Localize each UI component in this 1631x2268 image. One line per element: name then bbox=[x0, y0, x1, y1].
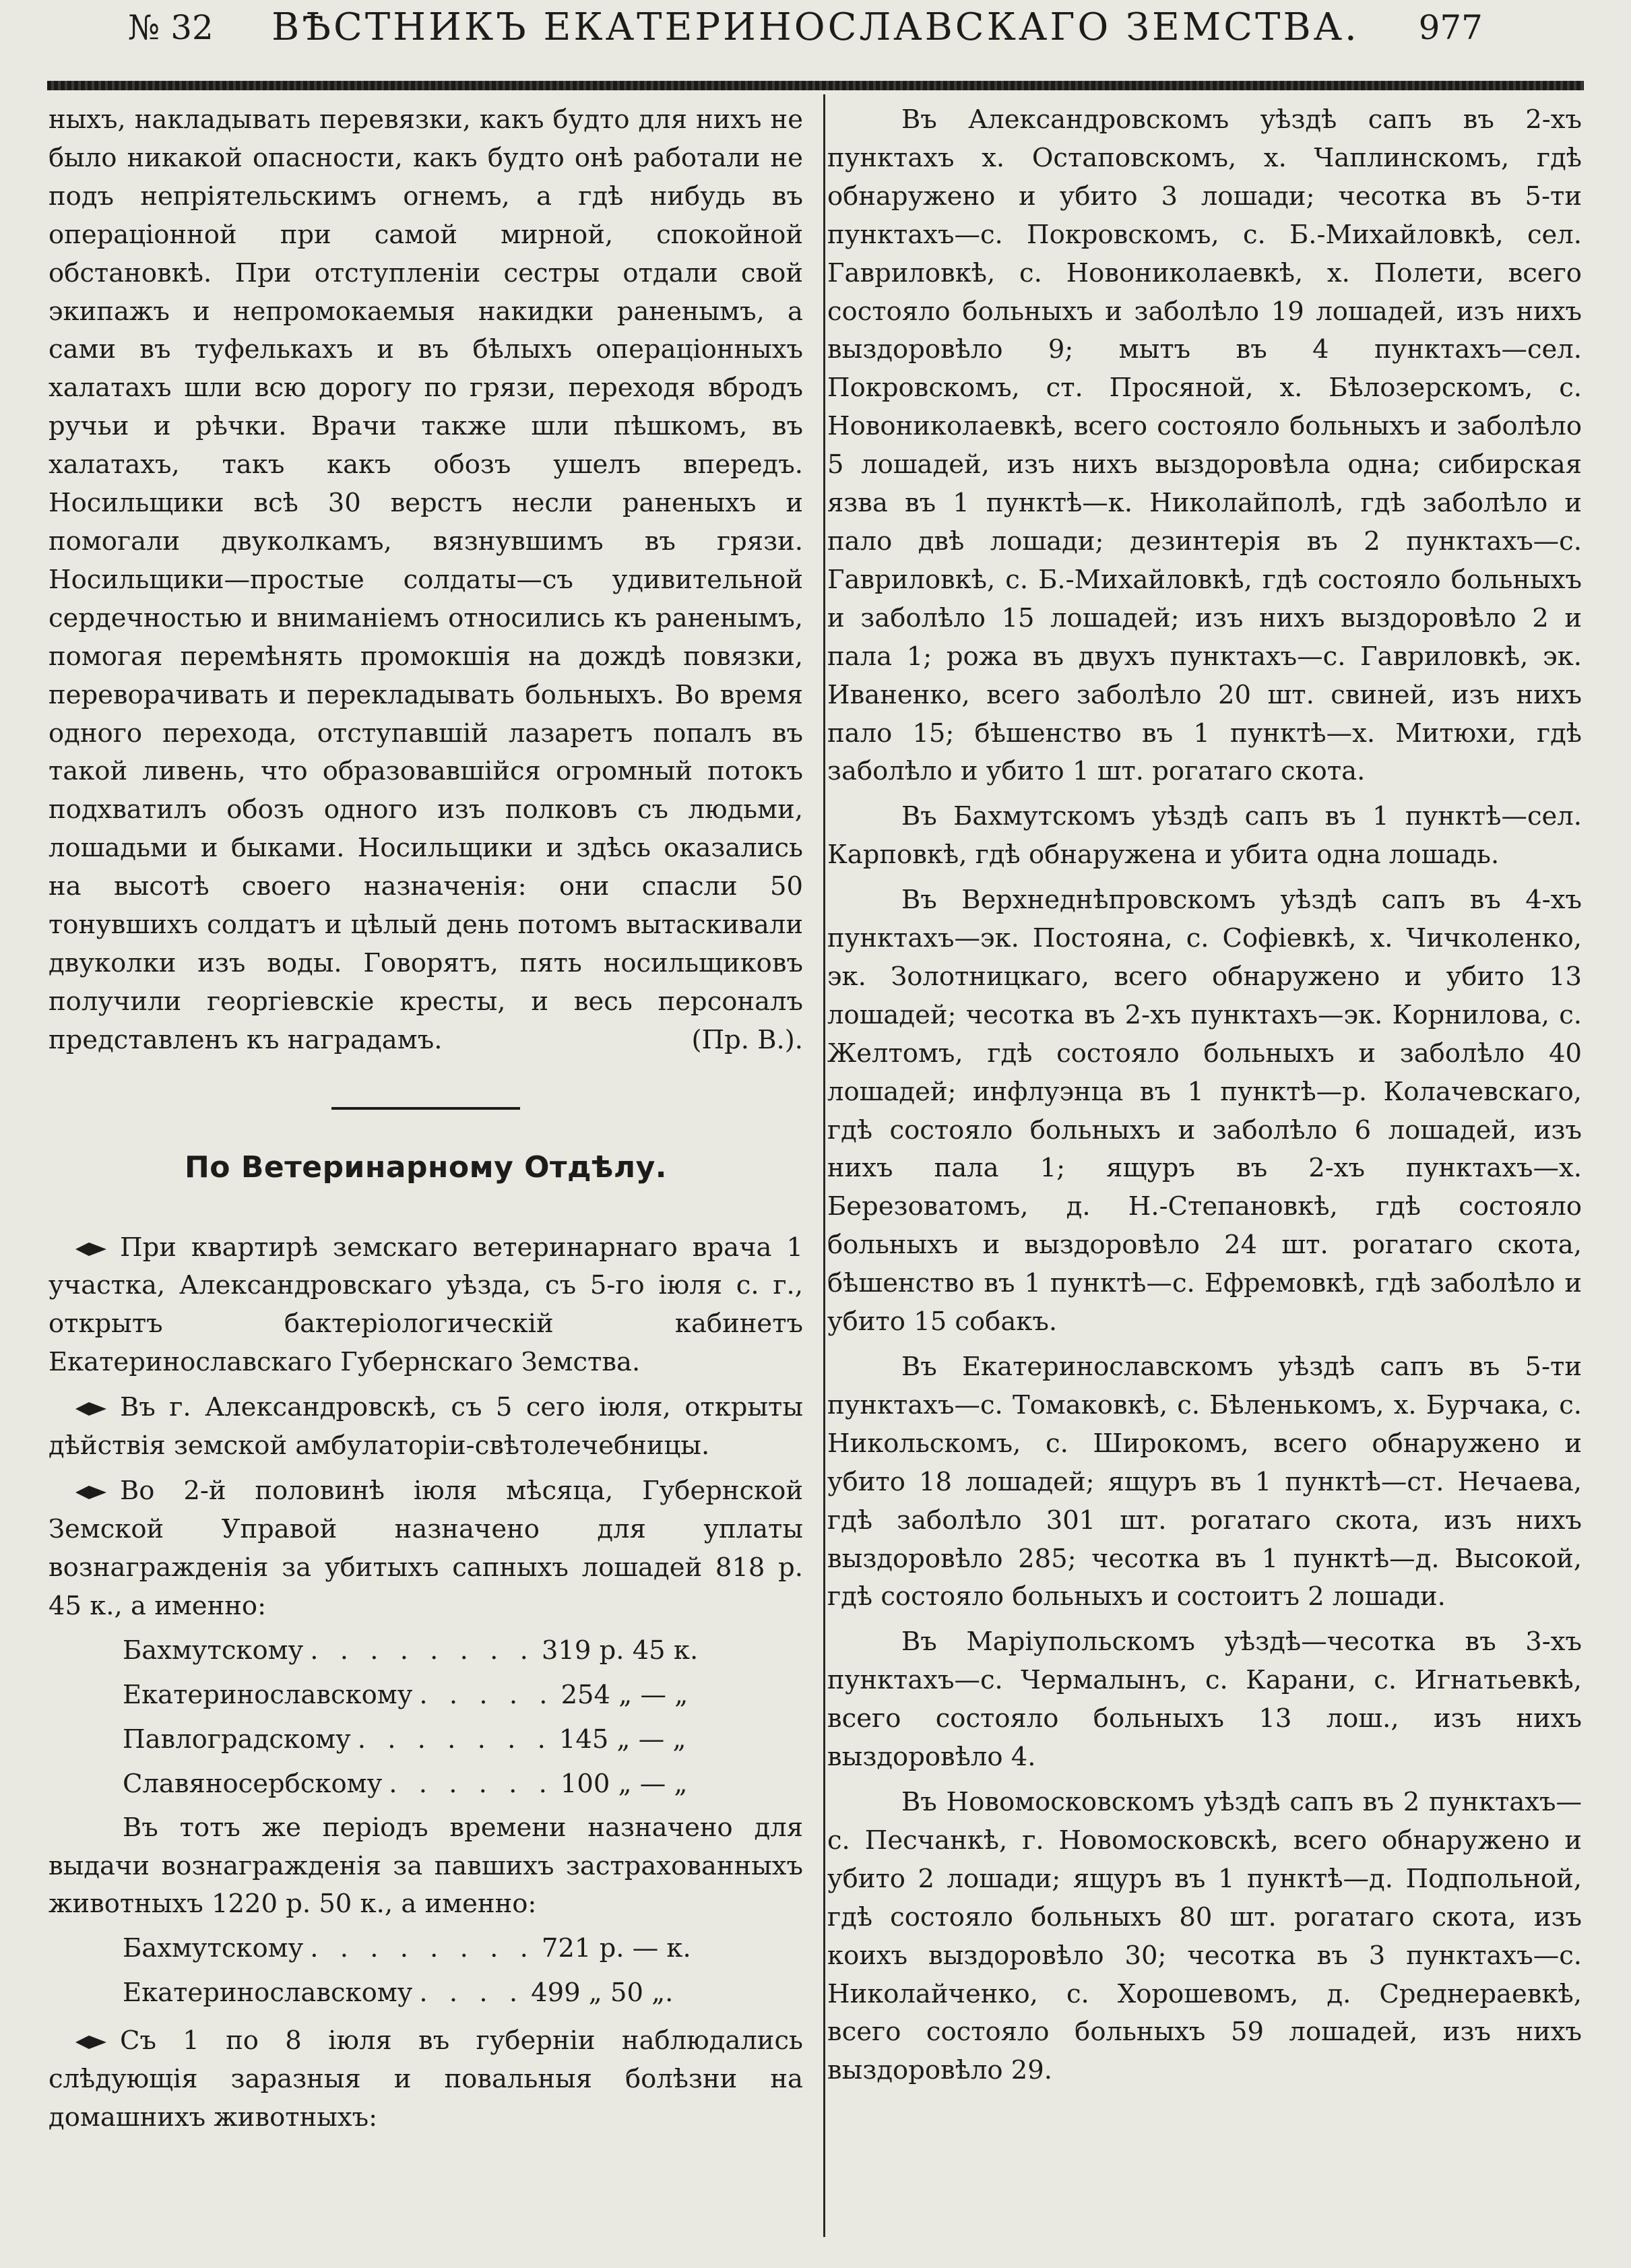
payment-list-1 bbox=[123, 1629, 803, 1806]
list-item: Екатеринославскому . . . . . 254 „ — „ bbox=[123, 1679, 689, 1710]
column-divider bbox=[823, 94, 825, 2237]
source-signature: (Пр. В.). bbox=[691, 1024, 803, 1055]
header-rule bbox=[47, 81, 1584, 90]
news-item-3: Во 2-й половинѣ іюля мѣсяца, Губернской Земской Управой назначено для уплаты вознагражденія за убитыхъ сапныхъ лошадей 818 р. 45 к., а именно: bbox=[49, 1476, 803, 1621]
section-title: По Ветеринарному Отдѣлу. bbox=[184, 1149, 668, 1185]
district-report-ekaterinoslav: Въ Екатеринославскомъ уѣздѣ сапъ въ 5-ти пунктахъ—с. Томаковкѣ, с. Бѣленькомъ, х. Бурчака, с. Никольскомъ, с. Широкомъ, всего обнаружено и убито 18 лошадей; ящуръ въ 1 пунктѣ—ст. Нечаева, гдѣ заболѣло 301 шт. рогатаго скота, изъ нихъ выздоровѣло 285; чесотка въ 1 пунктѣ—д. Высокой, гдѣ состояло больныхъ и состоитъ 2 лошади. bbox=[827, 1352, 1582, 1612]
list-item: Бахмутскому . . . . . . . . 319 р. 45 к. bbox=[123, 1635, 699, 1666]
diamond-bullet-icon bbox=[75, 2035, 106, 2050]
district-report-verkhnedneprovsk: Въ Верхнеднѣпровскомъ уѣздѣ сапъ въ 4-хъ пунктахъ—эк. Постояна, с. Софіевкѣ, х. Чичколенко, эк. Золотницкаго, всего обнаружено и убито 13 лошадей; чесотка въ 2-хъ пунктахъ—эк. Корнилова, с. Желтомъ, гдѣ состояло больныхъ и заболѣло 40 лошадей; инфлуэнца въ 1 пунктѣ—р. Колачевскаго, гдѣ состояло больныхъ и заболѣло 6 лошадей, изъ нихъ пала 1; ящуръ въ 2-хъ пунктахъ—х. Березоватомъ, д. Н.-Степановкѣ, гдѣ состояло больныхъ и выздоровѣло 24 шт. рогатаго скота, бѣшенство въ 1 пунктѣ—с. Ефремовкѣ, гдѣ заболѣло и убито 15 собакъ. bbox=[827, 885, 1582, 1337]
payment-list-2 bbox=[123, 1926, 803, 2015]
left-column bbox=[49, 101, 803, 2137]
list-item: Екатеринославскому . . . . 499 „ 50 „. bbox=[123, 1978, 674, 2009]
section-separator bbox=[331, 1107, 520, 1110]
right-column bbox=[827, 101, 1582, 2090]
list-item: Павлоградскому . . . . . . . 145 „ — „ bbox=[123, 1724, 686, 1755]
district-report-aleksandrovsk: Въ Александровскомъ уѣздѣ сапъ въ 2-хъ пунктахъ х. Остаповскомъ, х. Чаплинскомъ, гдѣ обнаружено и убито 3 лошади; чесотка въ 5-ти пунктахъ—с. Покровскомъ, с. Б.-Михайловкѣ, сел. Гавриловкѣ, с. Новониколаевкѣ, х. Полети, всего состояло больныхъ и заболѣло 19 лошадей, изъ нихъ выздоровѣло 9; мытъ въ 4 пунктахъ—сел. Покровскомъ, ст. Просяной, х. Бѣлозерскомъ, с. Новониколаевкѣ, всего состояло больныхъ и заболѣло 5 лошадей, изъ нихъ выздоровѣла одна; сибирская язва въ 1 пунктѣ—к. Николайполѣ, гдѣ заболѣло и пало двѣ лошади; дезинтерія въ 2 пунктахъ—с. Гавриловкѣ, с. Б.-Михайловкѣ, гдѣ состояло больныхъ и заболѣло 15 лошадей; изъ нихъ выздоровѣло 2 и пала 1; рожа въ двухъ пунктахъ—с. Гавриловкѣ, эк. Иваненко, всего заболѣло 20 шт. свиней, изъ нихъ пало 15; бѣшенство въ 1 пунктѣ—х. Митюхи, гдѣ заболѣло и убито 1 шт. рогатаго скота. bbox=[827, 104, 1582, 787]
news-item-4: Съ 1 по 8 іюля въ губерніи наблюдались слѣдующія заразныя и повальныя болѣзни на домашнихъ животныхъ: bbox=[49, 2025, 803, 2133]
diamond-bullet-icon bbox=[75, 1485, 106, 1500]
list-item: Славяносербскому . . . . . . 100 „ — „ bbox=[123, 1768, 688, 1799]
district-report-novomoskovsk: Въ Новомосковскомъ уѣздѣ сапъ въ 2 пунктахъ—с. Песчанкѣ, г. Новомосковскѣ, всего обнаружено и убито 2 лошади; ящуръ въ 1 пунктѣ—д. Подпольной, гдѣ состояло больныхъ 80 шт. рогатаго скота, изъ коихъ выздоровѣло 30; чесотка въ 3 пунктахъ—с. Николайченко, с. Хорошевомъ, д. Среднераевкѣ, всего состояло больныхъ 59 лошадей, изъ нихъ выздоровѣло 29. bbox=[827, 1786, 1582, 2086]
news-item-1: При квартирѣ земскаго ветеринарнаго врача 1 участка, Александровскаго уѣзда, съ 5-го іюля с. г., открытъ бактеріологическій кабинетъ Екатеринославскаго Губернскаго Земства. bbox=[49, 1232, 803, 1378]
paragraph-insured-animals: Въ тотъ же періодъ времени назначено для выдачи вознагражденія за павшихъ застрахованныхъ животныхъ 1220 р. 50 к., а именно: bbox=[49, 1812, 803, 1920]
district-report-mariupol: Въ Маріупольскомъ уѣздѣ—чесотка въ 3-хъ пунктахъ—с. Чермалынъ, с. Карани, с. Игнатьевкѣ, всего состояло больныхъ 13 лош., изъ нихъ выздоровѣло 4. bbox=[827, 1627, 1582, 1773]
article-continuation: ныхъ, накладывать перевязки, какъ будто для нихъ не было никакой опасности, какъ будто онѣ работали не подъ непріятельскимъ огнемъ, а гдѣ нибудь въ операціонной при самой мирной, спокойной обстановкѣ. При отступленіи сестры отдали свой экипажъ и непромокаемыя накидки раненымъ, а сами въ туфелькахъ и въ бѣлыхъ операціонныхъ халатахъ шли всю дорогу по грязи, переходя вбродъ ручьи и рѣчки. Врачи также шли пѣшкомъ, въ халатахъ, такъ какъ обозъ ушелъ впередъ. Носильщики всѣ 30 верстъ несли раненыхъ и помогали двуколкамъ, вязнувшимъ въ грязи. Носильщики—простые солдаты—съ удивительной сердечностью и вниманіемъ относились къ раненымъ, помогая перемѣнять промокшія на дождѣ повязки, переворачивать и перекладывать больныхъ. Во время одного перехода, отступавшій лазаретъ попалъ въ такой ливень, что образовавшійся огромный потокъ подхватилъ обозъ одного изъ полковъ съ людьми, лошадьми и быками. Носильщики и здѣсь оказались на высотѣ своего назначенія: они спасли 50 тонувшихъ солдатъ и цѣлый день потомъ вытаскивали двуколки изъ воды. Говорятъ, пять носильщиковъ получили георгіевскіе кресты, и весь персоналъ представленъ къ наградамъ. (Пр. В.). bbox=[49, 101, 803, 1060]
diamond-bullet-icon bbox=[75, 1401, 106, 1416]
list-item: Бахмутскому . . . . . . . . 721 р. — к. bbox=[123, 1933, 691, 1964]
district-report-bakhmut: Въ Бахмутскомъ уѣздѣ сапъ въ 1 пунктѣ—сел. Карповкѣ, гдѣ обнаружена и убита одна лошадь. bbox=[827, 801, 1582, 871]
page-header bbox=[47, 5, 1584, 55]
issue-number: № 32 bbox=[128, 8, 214, 47]
diamond-bullet-icon bbox=[75, 1242, 106, 1257]
page-number: 977 bbox=[1418, 8, 1483, 47]
news-item-2: Въ г. Александровскѣ, съ 5 сего іюля, открыты дѣйствія земской амбулаторіи-свѣтолечебницы. bbox=[49, 1392, 803, 1461]
journal-title: ВѢСТНИКЪ ЕКАТЕРИНОСЛАВСКАГО ЗЕМСТВА. bbox=[271, 5, 1360, 49]
